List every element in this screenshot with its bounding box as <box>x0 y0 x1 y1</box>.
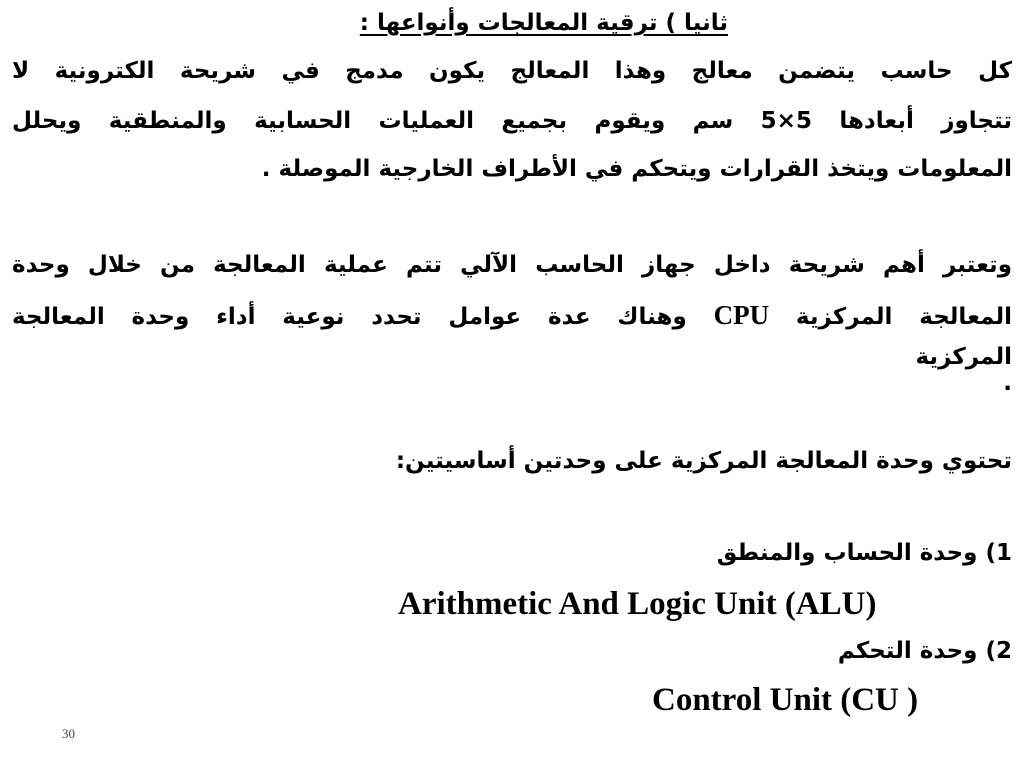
paragraph1-line2: تتجاوز أبعادها 5×5 سم ويقوم بجميع العمليات الحسابية والمنطقية ويحلل <box>12 108 1012 134</box>
paragraph3: تحتوي وحدة المعالجة المركزية على وحدتين أساسيتين: <box>395 448 1012 474</box>
page-number: 30 <box>62 726 75 741</box>
slide-title: ثانيا ) ترقية المعالجات وأنواعها : <box>359 10 728 36</box>
paragraph1-line1: كل حاسب يتضمن معالج وهذا المعالج يكون مدمج في شريحة الكترونية لا <box>12 58 1012 84</box>
paragraph2-line2-end: وهناك عدة عوامل تحدد نوعية أداء وحدة المعالجة <box>12 304 687 330</box>
paragraph2-line2 <box>12 300 1012 331</box>
unit2-english: Control Unit (CU ) <box>652 682 919 718</box>
paragraph1-line3: المعلومات ويتخذ القرارات ويتحكم في الأطراف الخارجية الموصلة . <box>261 156 1012 182</box>
paragraph2-line1: وتعتبر أهم شريحة داخل جهاز الحاسب الآلي تتم عملية المعالجة من خلال وحدة <box>12 252 1012 278</box>
unit1-english: Arithmetic And Logic Unit (ALU) <box>398 586 877 622</box>
paragraph2-line3: المركزية <box>915 344 1012 370</box>
paragraph2-line2-start: المعالجة المركزية <box>795 304 1012 330</box>
paragraph2-line4: . <box>1003 370 1012 396</box>
unit1-arabic: 1) وحدة الحساب والمنطق <box>716 540 1012 566</box>
cpu-term: CPU <box>713 300 770 330</box>
unit2-arabic: 2) وحدة التحكم <box>837 638 1012 664</box>
